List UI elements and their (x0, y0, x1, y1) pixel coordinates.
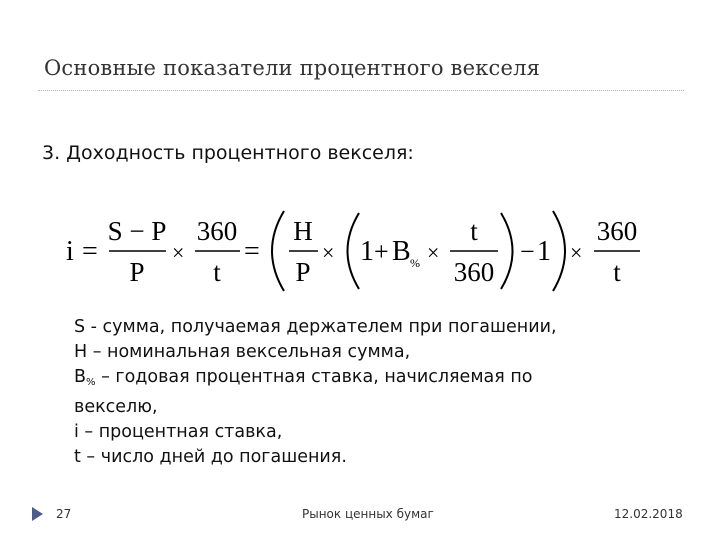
title-divider (38, 90, 684, 91)
formula-times-3: × (427, 240, 440, 265)
outer-left-paren (272, 211, 284, 291)
formula-lhs: i (66, 236, 74, 267)
formula-times-4: × (570, 240, 583, 265)
formula-times-2: × (322, 240, 335, 265)
definition-b (74, 365, 557, 395)
fraction1-numerator: S − P (107, 216, 167, 246)
formula-equals-1: = (82, 236, 98, 267)
slide-title: Основные показатели процентного векселя (44, 56, 541, 80)
fraction4-denominator: 360 (453, 257, 495, 287)
fraction5-numerator: 360 (596, 216, 638, 246)
inner-left-paren (348, 213, 360, 289)
footer-course-title: Рынок ценных бумаг (302, 507, 434, 521)
formula-b-subscript: % (410, 256, 420, 270)
page-number: 27 (56, 507, 72, 521)
definition-h: Н – номинальная вексельная сумма, (74, 342, 411, 362)
yield-formula (62, 205, 652, 295)
fraction4-numerator: t (470, 216, 478, 246)
formula-b-letter: B (392, 236, 411, 267)
definition-b-continued: векселю, (74, 397, 158, 417)
definition-b-letter: В (74, 367, 87, 387)
formula-one-2: 1 (537, 236, 551, 267)
formula-equals-2: = (244, 236, 260, 267)
fraction3-denominator: P (295, 257, 311, 287)
definitions-list (74, 315, 557, 470)
definition-b-text: – годовая процентная ставка, начисляемая по (95, 367, 533, 387)
formula-plus: + (374, 237, 389, 266)
fraction2-denominator: t (213, 257, 221, 287)
inner-right-paren (501, 213, 513, 289)
section-heading: 3. Доходность процентного векселя: (42, 142, 414, 164)
definition-t: t – число дней до погашения. (74, 447, 347, 467)
formula-one-1: 1 (360, 236, 374, 267)
fraction2-numerator: 360 (196, 216, 238, 246)
definition-s: S - сумма, получаемая держателем при погашении, (74, 317, 557, 337)
fraction5-denominator: t (613, 257, 621, 287)
fraction1-denominator: P (129, 257, 145, 287)
definition-b-subscript: % (86, 377, 96, 388)
footer-arrow-icon (30, 506, 44, 522)
formula-times-1: × (172, 240, 185, 265)
definition-i: i – процентная ставка, (74, 422, 283, 442)
footer-date: 12.02.2018 (614, 507, 683, 521)
formula-minus: − (520, 237, 535, 266)
fraction3-numerator: H (293, 216, 313, 246)
outer-right-paren (553, 211, 565, 291)
